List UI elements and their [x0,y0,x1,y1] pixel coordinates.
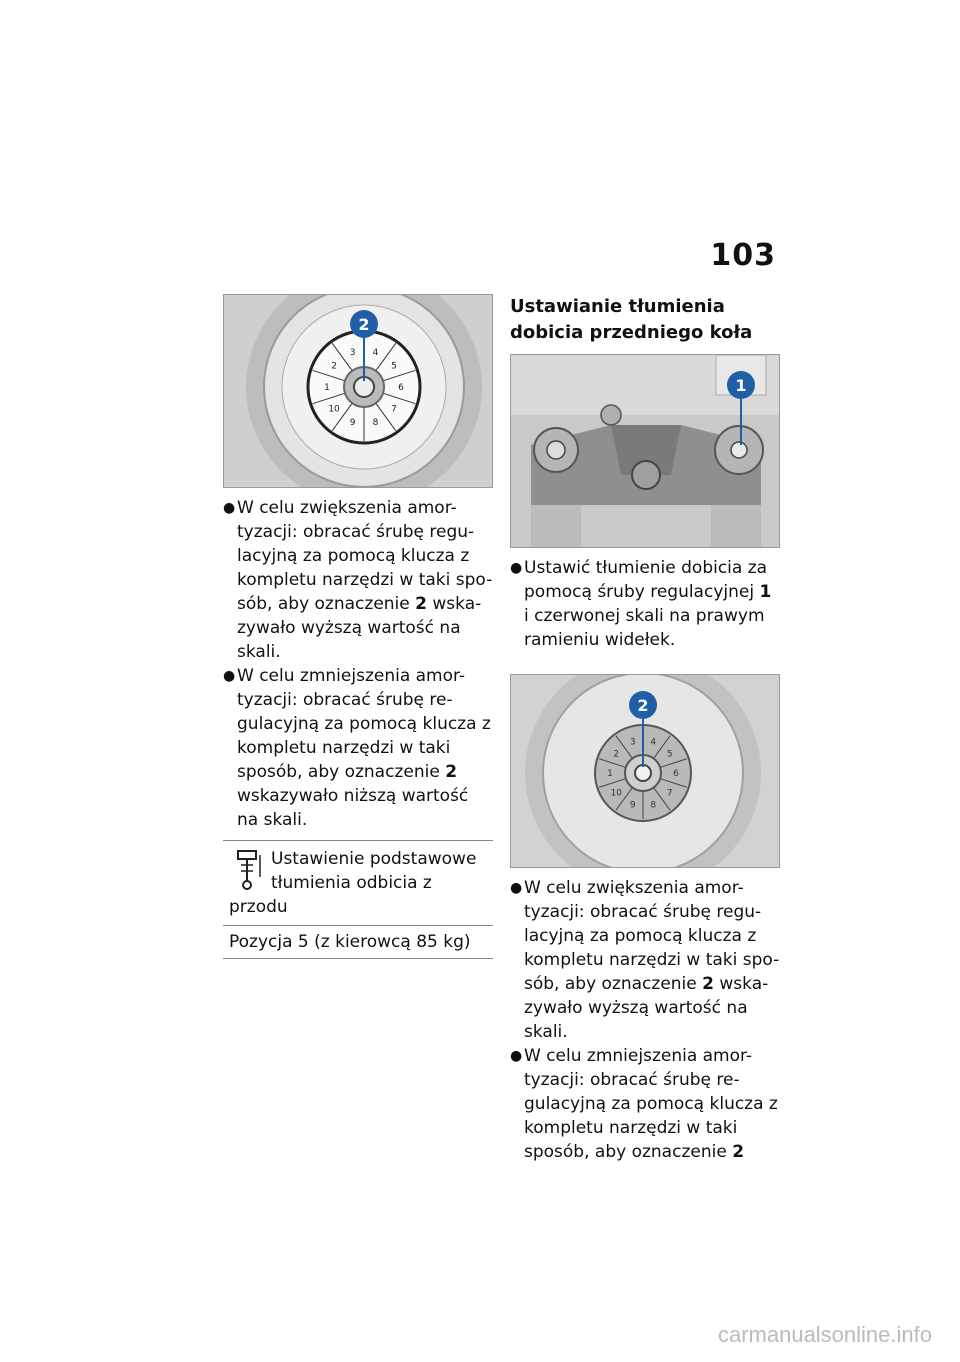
bullet-text: W celu zwiększenia amor-tyzacji: obracać śrubę regu-lacyjną za pomocą klucza z kompletu narzędzi w taki spo-sób, aby oznaczenie [524,878,780,994]
adjustment-bullets [223,496,493,832]
fork-top-illustration [511,355,779,547]
scale-number: 5 [666,749,673,760]
bullet-text: W celu zwiększenia amor-tyzacji: obracać śrubę regu-lacyjną za pomocą klucza z kompletu narzędzi w taki spo-sób, aby oznaczenie [237,498,493,614]
adjustment-bullets-right [510,876,780,1164]
scale-number: 4 [372,347,379,358]
bullet-text: wskazywało niższą wartość na skali. [237,786,469,830]
list-item [223,496,493,664]
red-scale-figure [510,674,780,868]
scale-number: 9 [349,418,356,429]
left-column [223,294,493,959]
bullet-text: Ustawić tłumienie dobicia za pomocą śruby regulacyjnej [524,558,768,602]
reference-number: 1 [759,582,772,602]
bullet-dot: ● [510,880,523,896]
bullet-text: wska-zywało wyższą wartość na skali. [237,594,482,662]
spec-heading [223,841,493,926]
bullet-dot: ● [223,668,236,684]
right-column [510,294,780,1164]
tool-icon [229,847,267,891]
bullet-dot: ● [510,1048,523,1064]
scale-number: 3 [629,737,636,748]
spec-heading-text: Ustawienie podstawowe tłumienia odbicia z przodu [229,849,477,917]
scale-number: 8 [372,418,379,429]
damping-dial-figure [223,294,493,488]
scale-number: 1 [324,383,330,393]
list-item [510,556,780,652]
section-title: Ustawianie tłumienia dobicia przedniego koła [510,296,753,343]
scale-number: 4 [650,737,657,748]
reference-number: 2 [702,974,714,994]
scale-number: 2 [331,361,337,372]
reference-number: 2 [445,762,458,782]
page-number: 103 [710,238,776,273]
list-item [510,876,780,1044]
bullet-text: wska-zywało wyższą wartość na skali. [524,974,769,1042]
scale-number: 1 [607,769,613,779]
list-item [510,1044,780,1164]
red-scale-illustration [511,675,779,867]
reference-number: 2 [732,1142,745,1162]
damping-dial-illustration [224,295,492,487]
scale-number: 10 [610,788,623,799]
scale-number: 9 [629,800,636,811]
scale-number: 5 [391,361,397,372]
bullet-text: W celu zmniejszenia amor-tyzacji: obracać śrubę re-gulacyjną za pomocą klucza z kompletu narzędzi w taki sposób, aby oznaczenie [237,666,491,782]
reference-number: 2 [415,594,427,614]
scale-number: 8 [650,800,657,811]
scale-number: 6 [398,383,404,393]
bullet-dot: ● [223,500,236,516]
basic-setting-box [223,840,493,959]
compression-bullets [510,556,780,652]
scale-number: 2 [613,749,620,760]
bullet-text: i czerwonej skali na prawym ramieniu widełek. [524,606,765,650]
list-item [223,664,493,832]
callout-label: 2 [637,696,649,715]
watermark: carmanualsonline.info [717,1322,932,1347]
bullet-text: W celu zmniejszenia amor-tyzacji: obracać śrubę re-gulacyjną za pomocą klucza z kompletu narzędzi w taki sposób, aby oznaczenie [524,1046,778,1162]
scale-number: 10 [328,404,340,415]
scale-number: 7 [391,404,397,415]
callout-label: 2 [358,315,370,334]
spec-value: Pozycja 5 (z kierowcą 85 kg) [229,932,471,952]
scale-number: 3 [349,347,356,358]
scale-number: 7 [666,788,673,799]
scale-number: 6 [673,769,679,779]
callout-label: 1 [735,376,747,395]
bullet-dot: ● [510,560,523,576]
fork-top-figure [510,354,780,548]
